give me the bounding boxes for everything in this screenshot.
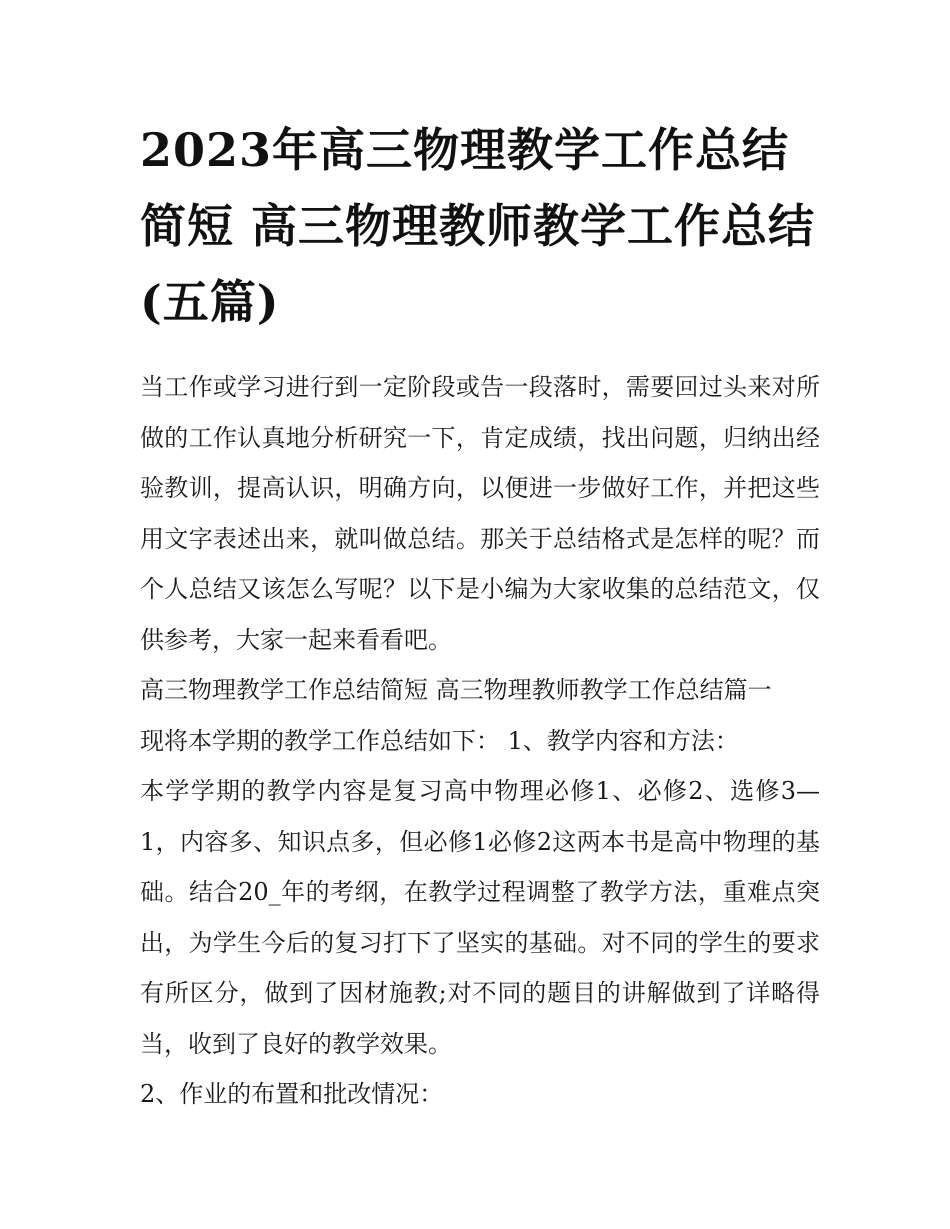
section-heading: 高三物理教学工作总结简短 高三物理教师教学工作总结篇一 <box>140 676 772 704</box>
summary-intro-paragraph: 现将本学期的教学工作总结如下： 1、教学内容和方法： <box>140 726 739 755</box>
intro-paragraph: 当工作或学习进行到一定阶段或告一段落时，需要回过头来对所做的工作认真地分析研究一下，肯定成绩，找出问题，归纳出经验教训，提高认识，明确方向，以便进一步做好工作，并把这些用文字表述出来，就叫做总结。那关于总结格式是怎样的呢？而个人总结又该怎么写呢？以下是小编为大家收集的总结范文，仅供参考，大家一起来看看吧。 <box>140 373 820 654</box>
homework-heading: 2、作业的布置和批改情况： <box>140 1080 444 1108</box>
document-title: 2023年高三物理教学工作总结简短 高三物理教师教学工作总结(五篇) <box>140 123 816 329</box>
document-page <box>140 112 820 1120</box>
teaching-content-paragraph: 本学学期的教学内容是复习高中物理必修1、必修2、选修3—1，内容多、知识点多，但必修1必修2这两本书是高中物理的基础。结合20_年的考纲，在教学过程调整了教学方法，重难点突出，为学生今后的复习打下了坚实的基础。对不同的学生的要求有所区分，做到了因材施教;对不同的题目的讲解做到了详略得当，收到了良好的教学效果。 <box>140 777 820 1058</box>
